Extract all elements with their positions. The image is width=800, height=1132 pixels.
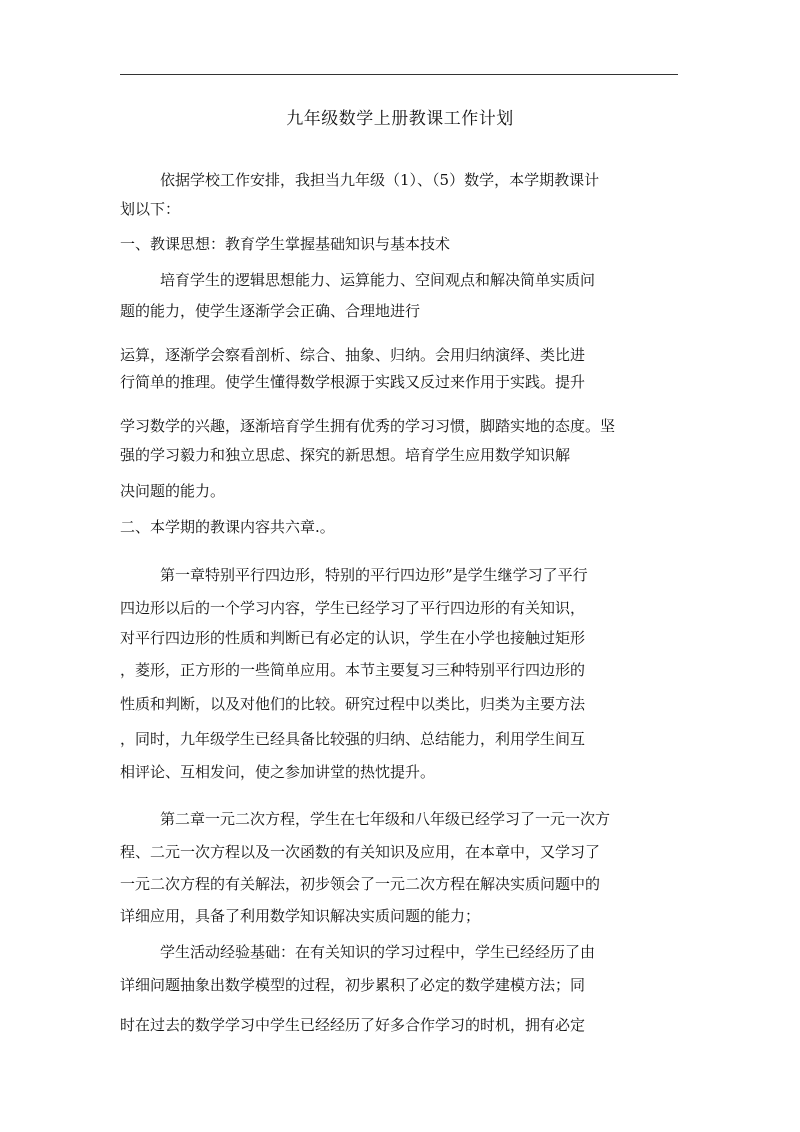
body-line: 详细问题抽象出数学模型的过程，初步累积了必定的数学建模方法；同	[120, 976, 586, 994]
section-heading: 一、教课思想：教育学生掌握基础知识与基本技术	[120, 235, 451, 253]
body-line: 培育学生的逻辑思想能力、运算能力、空间观点和解决简单实质问	[160, 271, 596, 289]
body-line: 第二章一元二次方程，学生在七年级和八年级已经学习了一元一次方	[160, 810, 611, 828]
body-line: 性质和判断，以及对他们的比较。研究过程中以类比，归类为主要方法	[120, 695, 586, 713]
body-line: 程、二元一次方程以及一次函数的有关知识及应用，在本章中，又学习了	[120, 843, 601, 861]
body-line: 划以下：	[120, 200, 181, 218]
body-line: 时在过去的数学学习中学生已经经历了好多合作学习的时机，拥有必定	[120, 1016, 586, 1034]
body-line: 第一章特别平行四边形，特别的平行四边形”是学生继学习了平行	[160, 566, 588, 584]
body-line: 题的能力，使学生逐渐学会正确、合理地进行	[120, 302, 421, 320]
body-line: 对平行四边形的性质和判断已有必定的认识，学生在小学也接触过矩形	[120, 629, 586, 647]
body-line: 四边形以后的一个学习内容，学生已经学习了平行四边形的有关知识，	[120, 599, 586, 617]
body-line: 学生活动经验基础：在有关知识的学习过程中，学生已经经历了由	[160, 943, 596, 961]
body-line: 详细应用，具备了利用数学知识解决实质问题的能力；	[120, 907, 481, 925]
body-line: 决问题的能力。	[120, 482, 226, 500]
body-line: ，同时，九年级学生已经具备比较强的归纳、总结能力，利用学生间互	[120, 730, 586, 748]
body-line: ，菱形，正方形的一些简单应用。本节主要复习三种特别平行四边形的	[120, 661, 586, 679]
body-line: 运算，逐渐学会察看剖析、综合、抽象、归纳。会用归纳演绎、类比进	[120, 346, 586, 364]
document-title: 九年级数学上册教课工作计划	[286, 109, 514, 129]
body-line: 强的学习毅力和独立思虑、探究的新思想。培育学生应用数学知识解	[120, 446, 571, 464]
header-rule	[120, 74, 678, 75]
body-line: 学习数学的兴趣，逐渐培育学生拥有优秀的学习习惯，脚踏实地的态度。坚	[120, 417, 616, 435]
body-line: 依据学校工作安排，我担当九年级（1）、（5）数学，本学期教课计	[160, 171, 600, 189]
body-line: 行简单的推理。使学生懂得数学根源于实践又反过来作用于实践。提升	[120, 373, 586, 391]
section-heading: 二、本学期的教课内容共六章.。	[120, 518, 335, 536]
body-line: 一元二次方程的有关解法，初步领会了一元二次方程在解决实质问题中的	[120, 875, 601, 893]
body-line: 相评论、互相发问，使之参加讲堂的热忱提升。	[120, 763, 436, 781]
